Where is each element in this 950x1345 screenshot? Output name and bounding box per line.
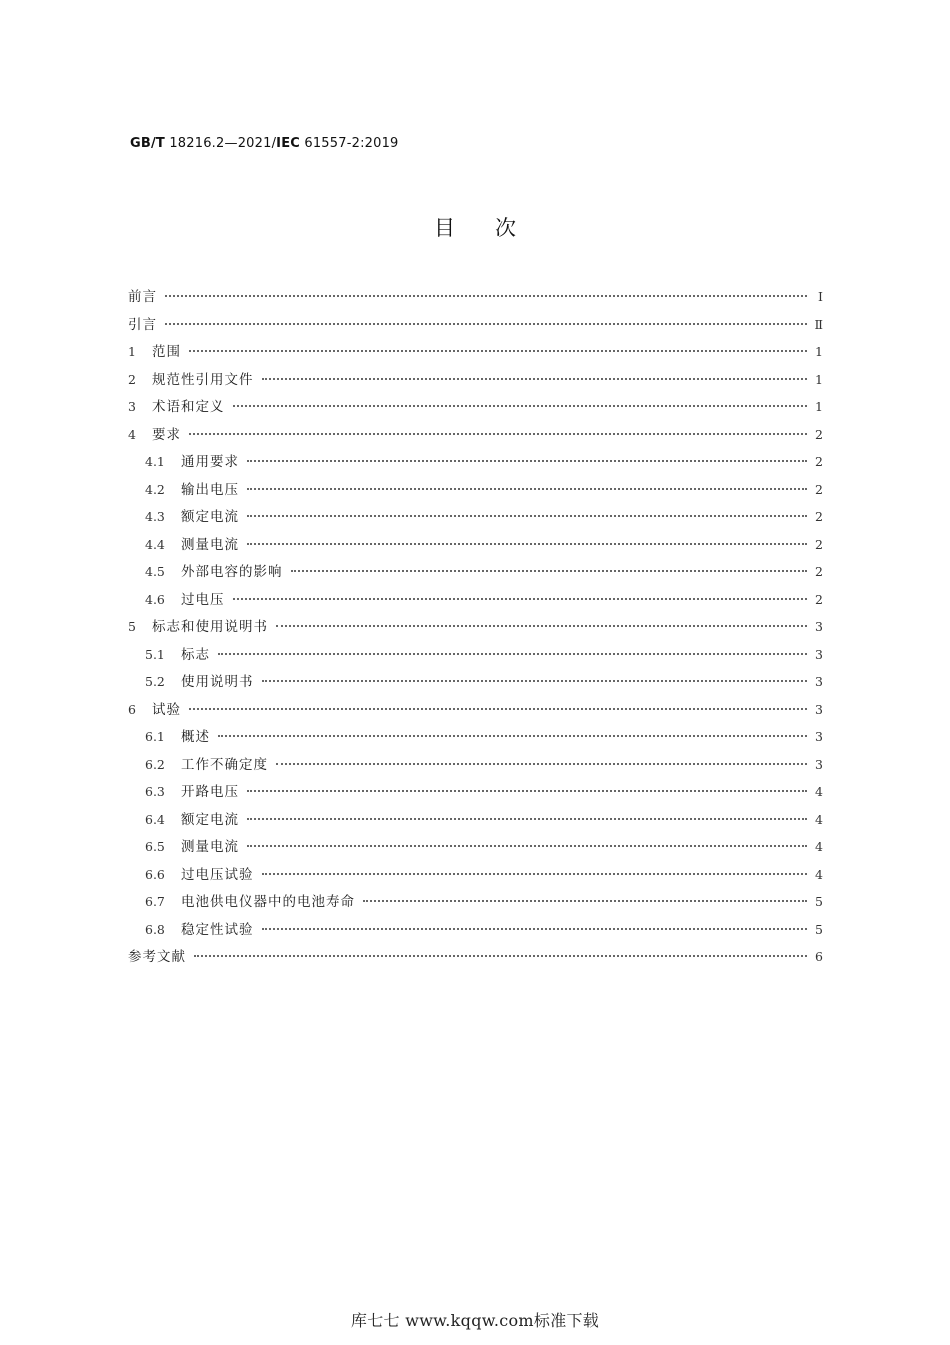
toc-entry-label: 试验 bbox=[152, 701, 181, 718]
toc-entry-page: 3 bbox=[815, 729, 823, 744]
toc-entry-label: 工作不确定度 bbox=[181, 756, 268, 773]
toc-entry[interactable] bbox=[128, 503, 823, 531]
toc-entry-number: 6.6 bbox=[145, 866, 165, 882]
toc-entry[interactable] bbox=[128, 613, 823, 641]
standard-number: 18216.2—2021/ bbox=[165, 136, 277, 151]
toc-entry-number: 1 bbox=[128, 344, 136, 359]
toc-entry-page: 2 bbox=[815, 454, 823, 469]
toc-entry-page: 3 bbox=[815, 674, 823, 689]
toc-entry-label: 外部电容的影响 bbox=[181, 564, 283, 580]
toc-dot-leader bbox=[189, 433, 807, 435]
toc-dot-leader bbox=[247, 845, 807, 847]
toc-entry[interactable] bbox=[128, 393, 823, 421]
toc-entry-number: 6.2 bbox=[145, 756, 165, 772]
toc-entry[interactable] bbox=[128, 531, 823, 559]
toc-dot-leader bbox=[276, 625, 807, 627]
toc-entry-label: 引言 bbox=[128, 316, 157, 333]
toc-entry-number: 4.6 bbox=[145, 591, 165, 607]
footer-watermark: 库七七 www.kqqw.com标准下载 bbox=[350, 1311, 600, 1330]
toc-entry-number: 2 bbox=[128, 371, 136, 387]
toc-entry-page: 1 bbox=[815, 371, 823, 387]
toc-dot-leader bbox=[247, 543, 807, 545]
toc-entry-label: 输出电压 bbox=[181, 481, 239, 498]
toc-entry-page: 2 bbox=[815, 536, 823, 552]
toc-entry-number: 6.8 bbox=[145, 921, 165, 937]
toc-dot-leader bbox=[218, 653, 807, 655]
toc-entry[interactable] bbox=[128, 806, 823, 834]
toc-entry-page: 4 bbox=[815, 839, 823, 854]
toc-entry[interactable] bbox=[128, 448, 823, 476]
toc-entry[interactable] bbox=[128, 421, 823, 449]
toc-dot-leader bbox=[247, 515, 807, 517]
toc-entry-label: 使用说明书 bbox=[181, 674, 254, 690]
toc-entry-number: 5.2 bbox=[145, 674, 165, 689]
toc-entry-label: 标志和使用说明书 bbox=[152, 619, 268, 635]
toc-entry[interactable] bbox=[128, 778, 823, 806]
toc-entry-page: 4 bbox=[815, 866, 823, 882]
toc-dot-leader bbox=[291, 570, 808, 572]
toc-entry-label: 稳定性试验 bbox=[181, 921, 254, 938]
toc-entry-number: 6.5 bbox=[145, 839, 165, 854]
toc-entry-label: 范围 bbox=[152, 344, 181, 360]
toc-entry-page: 2 bbox=[815, 481, 823, 497]
toc-entry-page: 4 bbox=[815, 811, 823, 827]
toc-entry[interactable] bbox=[128, 366, 823, 394]
toc-entry[interactable] bbox=[128, 283, 823, 311]
toc-entry-label: 术语和定义 bbox=[152, 399, 225, 415]
toc-entry[interactable] bbox=[128, 338, 823, 366]
toc-entry-label: 额定电流 bbox=[181, 811, 239, 828]
toc-entry[interactable] bbox=[128, 943, 823, 971]
toc-entry-number: 4.1 bbox=[145, 454, 165, 469]
iec-number: 61557-2:2019 bbox=[300, 136, 399, 151]
toc-entry-label: 过电压试验 bbox=[181, 866, 254, 883]
toc-entry-page: 2 bbox=[815, 591, 823, 607]
toc-entry-number: 6.4 bbox=[145, 811, 165, 827]
toc-entry[interactable] bbox=[128, 861, 823, 889]
toc-entry-number: 4 bbox=[128, 426, 136, 442]
toc-dot-leader bbox=[165, 323, 807, 325]
iec-code: IEC bbox=[276, 136, 301, 151]
toc-dot-leader bbox=[233, 405, 808, 407]
toc-entry-number: 4.2 bbox=[145, 481, 165, 497]
toc-dot-leader bbox=[247, 460, 807, 462]
standard-code: GB/T bbox=[130, 136, 165, 151]
toc-entry-page: Ⅰ bbox=[818, 289, 823, 304]
toc-entry-label: 通用要求 bbox=[181, 454, 239, 470]
toc-entry-page: 6 bbox=[815, 949, 823, 964]
toc-entry-page: 3 bbox=[815, 619, 823, 634]
toc-dot-leader bbox=[189, 708, 807, 710]
toc-entry-number: 6.1 bbox=[145, 729, 165, 744]
toc-dot-leader bbox=[189, 350, 807, 352]
toc-entry-label: 标志 bbox=[181, 646, 210, 663]
toc-entry-number: 6.3 bbox=[145, 784, 165, 799]
toc-entry-number: 4.4 bbox=[145, 536, 165, 552]
toc-entry-label: 测量电流 bbox=[181, 839, 239, 855]
toc-entry-number: 4.3 bbox=[145, 509, 165, 524]
toc-entry[interactable] bbox=[128, 311, 823, 339]
toc-entry-label: 要求 bbox=[152, 426, 181, 443]
toc-dot-leader bbox=[262, 928, 808, 930]
toc-dot-leader bbox=[233, 598, 808, 600]
toc-entry-page: 3 bbox=[815, 756, 823, 772]
toc-entry-page: 2 bbox=[815, 564, 823, 579]
toc-entry-page: 1 bbox=[815, 344, 823, 359]
toc-entry-label: 规范性引用文件 bbox=[152, 371, 254, 388]
toc-entry-page: 3 bbox=[815, 701, 823, 717]
toc-entry[interactable] bbox=[128, 723, 823, 751]
toc-entry-number: 6 bbox=[128, 701, 136, 717]
toc-entry-page: 5 bbox=[815, 921, 823, 937]
toc-entry-number: 6.7 bbox=[145, 894, 165, 909]
toc-dot-leader bbox=[165, 295, 807, 297]
toc-entry-label: 额定电流 bbox=[181, 509, 239, 525]
toc-entry[interactable] bbox=[128, 751, 823, 779]
toc-dot-leader bbox=[276, 763, 807, 765]
toc-entry-number: 5 bbox=[128, 619, 136, 634]
toc-dot-leader bbox=[247, 790, 807, 792]
toc-dot-leader bbox=[262, 680, 808, 682]
toc-entry[interactable] bbox=[128, 668, 823, 696]
toc-entry-page: 1 bbox=[815, 399, 823, 414]
toc-entry[interactable] bbox=[128, 696, 823, 724]
toc-entry-page: 5 bbox=[815, 894, 823, 909]
toc-entry-page: 3 bbox=[815, 646, 823, 662]
toc-dot-leader bbox=[262, 873, 808, 875]
toc-entry[interactable] bbox=[128, 888, 823, 916]
toc-dot-leader bbox=[262, 378, 808, 380]
toc-dot-leader bbox=[247, 818, 807, 820]
toc-entry-label: 前言 bbox=[128, 289, 157, 305]
toc-entry-label: 测量电流 bbox=[181, 536, 239, 553]
toc-entry[interactable] bbox=[128, 586, 823, 614]
toc-entry-label: 过电压 bbox=[181, 591, 225, 608]
toc-dot-leader bbox=[218, 735, 807, 737]
toc-dot-leader bbox=[194, 955, 807, 957]
toc-entry[interactable] bbox=[128, 558, 823, 586]
toc-dot-leader bbox=[247, 488, 807, 490]
toc-entry-number: 4.5 bbox=[145, 564, 165, 579]
toc-entry[interactable] bbox=[128, 833, 823, 861]
toc-dot-leader bbox=[363, 900, 807, 902]
toc-entry-label: 参考文献 bbox=[128, 949, 186, 965]
toc-entry-page: 2 bbox=[815, 509, 823, 524]
toc-entry-page: 2 bbox=[815, 426, 823, 442]
table-of-contents bbox=[128, 283, 823, 971]
toc-entry-page: Ⅱ bbox=[814, 316, 823, 332]
document-header bbox=[130, 136, 399, 151]
toc-entry-label: 概述 bbox=[181, 729, 210, 745]
toc-title: 目次 bbox=[434, 216, 556, 240]
toc-entry[interactable] bbox=[128, 641, 823, 669]
toc-entry[interactable] bbox=[128, 476, 823, 504]
toc-entry[interactable] bbox=[128, 916, 823, 944]
toc-entry-label: 开路电压 bbox=[181, 784, 239, 800]
toc-entry-number: 5.1 bbox=[145, 646, 165, 662]
toc-entry-number: 3 bbox=[128, 399, 136, 414]
toc-entry-page: 4 bbox=[815, 784, 823, 799]
toc-entry-label: 电池供电仪器中的电池寿命 bbox=[181, 894, 355, 910]
